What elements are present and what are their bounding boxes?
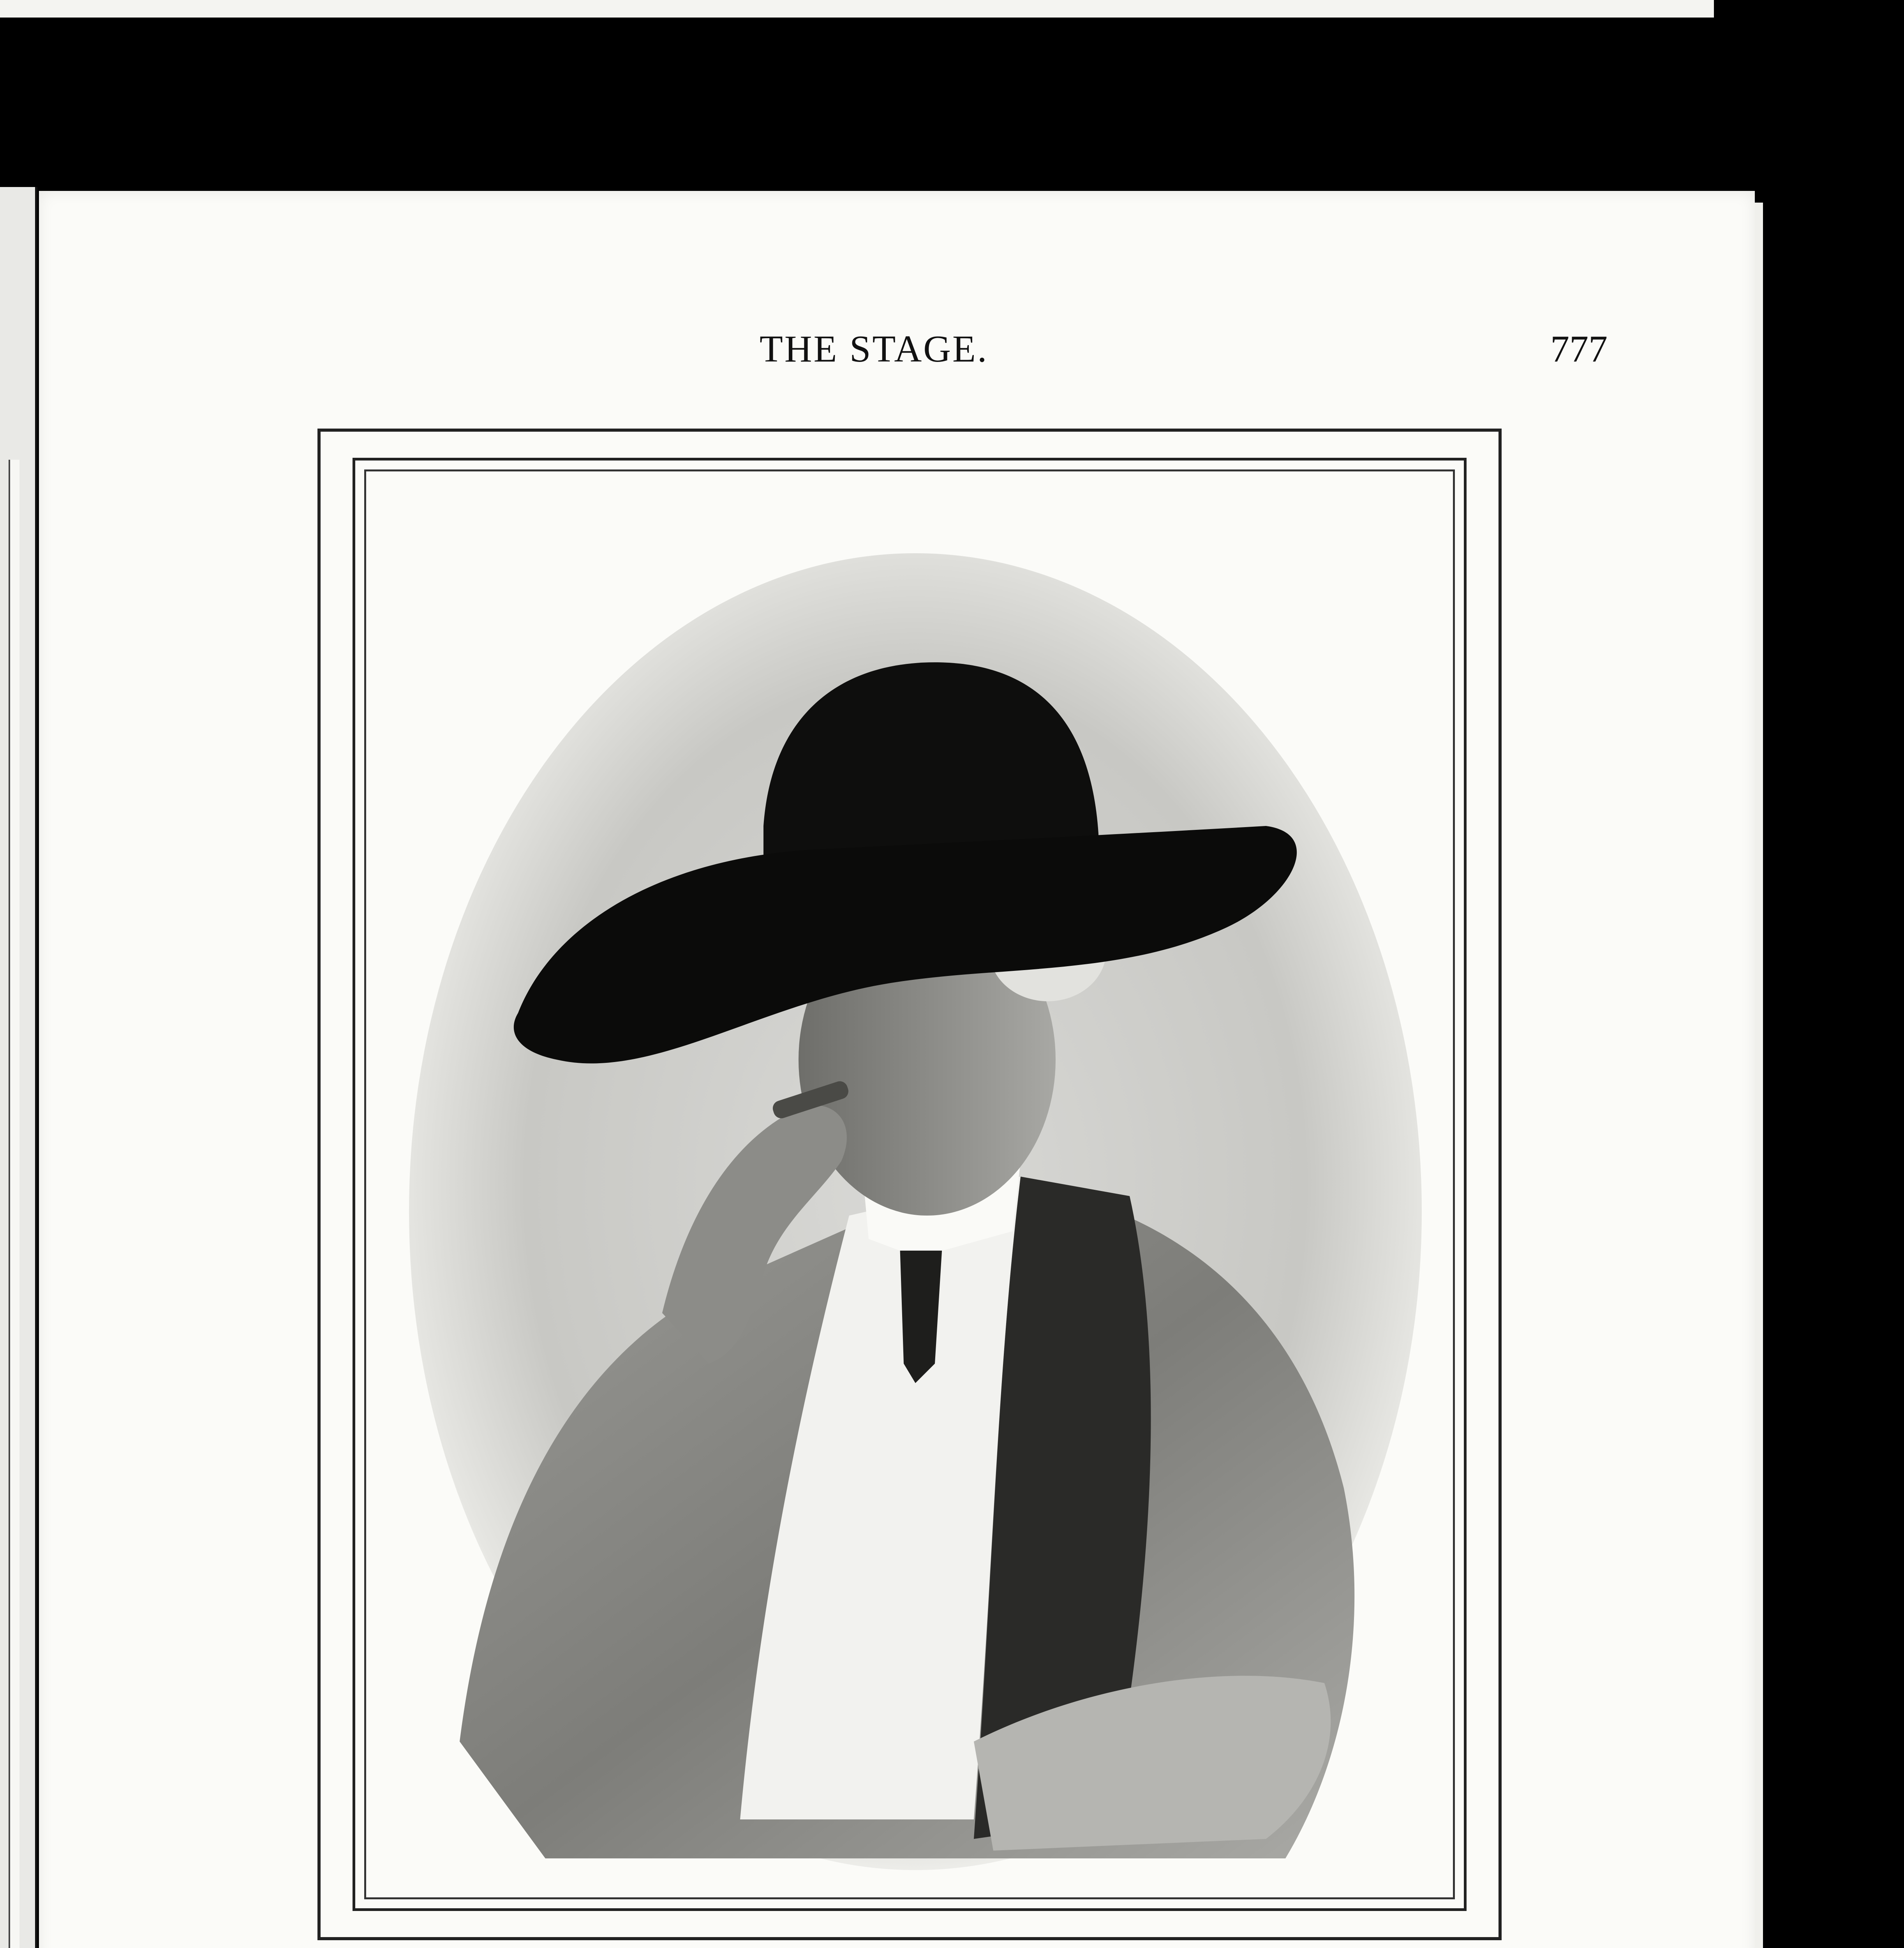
page-number: 777 [1550, 328, 1608, 370]
facing-page-edge [0, 187, 37, 1948]
portrait-photograph [390, 553, 1441, 1913]
scan-top-strip [0, 0, 1714, 18]
running-head: THE STAGE. [760, 328, 989, 370]
facing-page-gutter [9, 460, 19, 1948]
